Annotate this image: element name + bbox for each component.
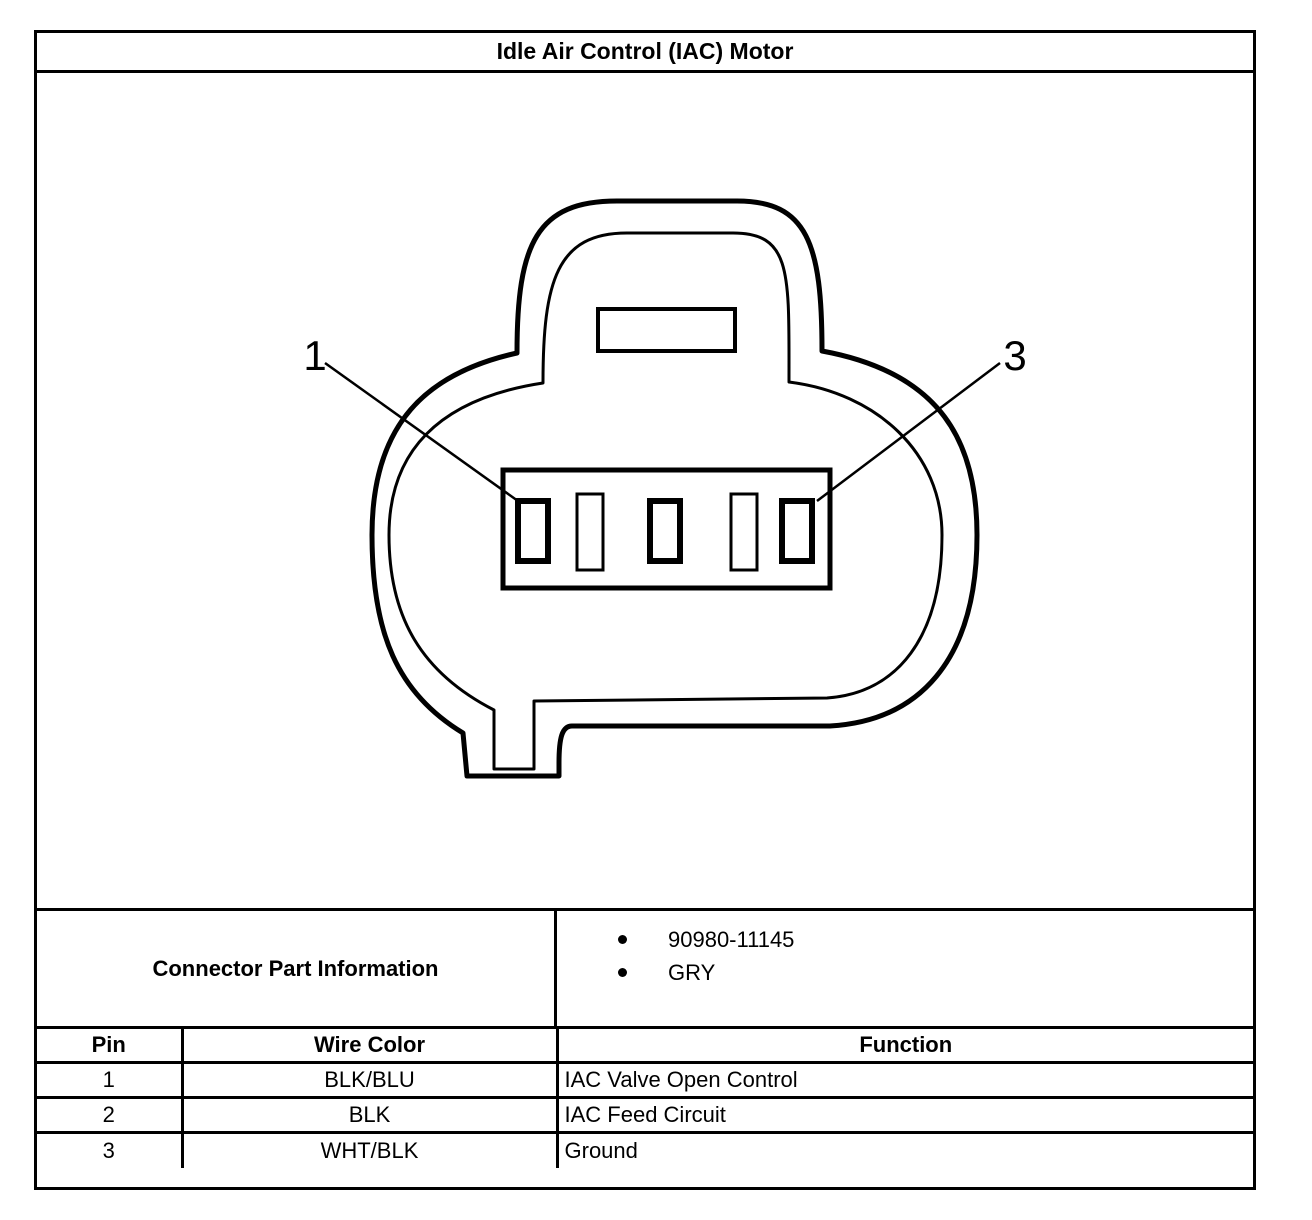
header-pin: Pin [37,1028,182,1063]
terminal-pin-2 [650,501,680,561]
connector-info-row [37,908,1253,1026]
cell-wire-color: WHT/BLK [182,1133,557,1168]
header-wire-color: Wire Color [182,1028,557,1063]
callout-3: 3 [1003,332,1027,379]
cell-wire-color: BLK [182,1098,557,1133]
list-item [612,923,794,956]
pinout-table [37,1026,1253,1168]
cell-pin: 1 [37,1063,182,1098]
latch-slot [598,309,735,351]
part-number: 90980-11145 [668,927,795,952]
cell-function: IAC Feed Circuit [557,1098,1253,1133]
table-row [37,1133,1253,1168]
leader-line-1 [325,363,518,501]
terminal-pin-1 [518,501,548,561]
list-item [612,956,794,989]
bullet-icon [618,968,627,977]
cell-function: Ground [557,1133,1253,1168]
terminal-blank-b [731,494,757,570]
table-header-row [37,1028,1253,1063]
cell-wire-color: BLK/BLU [182,1063,557,1098]
table-row [37,1098,1253,1133]
cell-pin: 2 [37,1098,182,1133]
terminal-pin-3 [782,501,812,561]
connector-sheet [34,30,1256,1190]
page-title: Idle Air Control (IAC) Motor [37,33,1253,73]
connector-face-diagram [37,73,1253,909]
table-row [37,1063,1253,1098]
connector-color: GRY [668,960,716,985]
connector-info-label: Connector Part Information [37,911,557,1026]
callout-1: 1 [303,332,327,379]
connector-figure [37,73,1253,909]
cell-pin: 3 [37,1133,182,1168]
connector-info-list [612,923,794,989]
header-function: Function [557,1028,1253,1063]
cell-function: IAC Valve Open Control [557,1063,1253,1098]
terminal-blank-a [577,494,603,570]
bullet-icon [618,935,627,944]
